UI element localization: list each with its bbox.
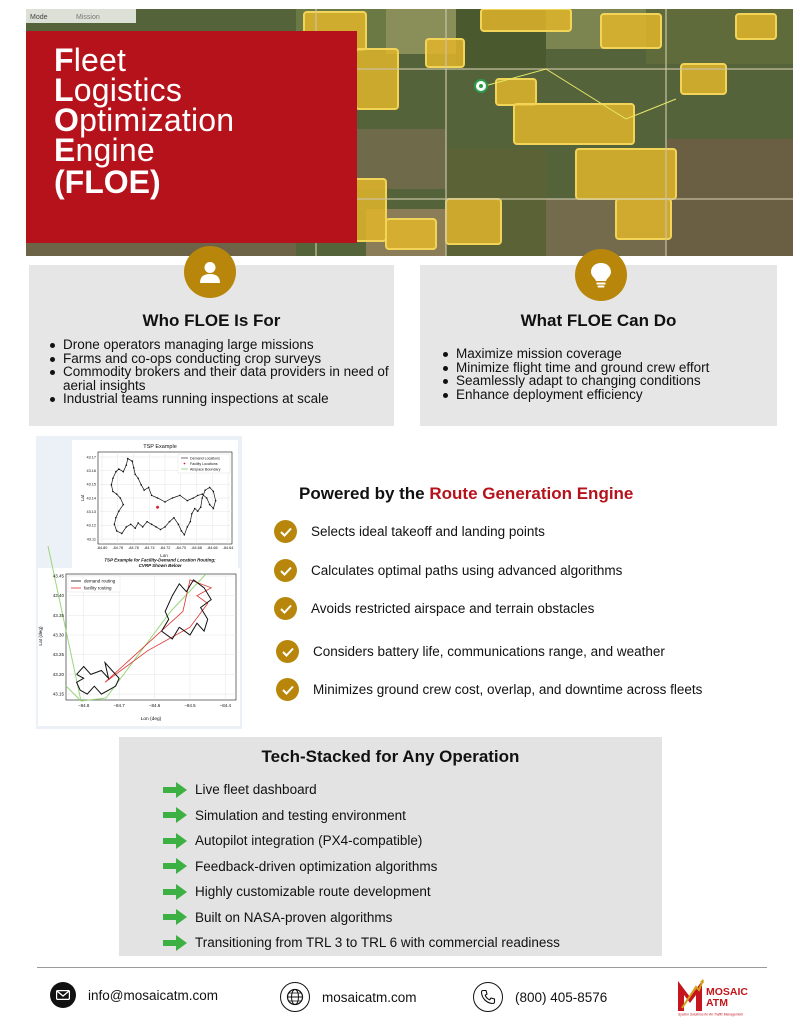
list-item: Commodity brokers and their data providers in need of aerial insights	[49, 365, 389, 392]
list-item: Enhance deployment efficiency	[442, 388, 772, 402]
phone-number[interactable]: (800) 405-8576	[515, 989, 608, 1005]
tsp-demand-point	[179, 495, 181, 497]
route-item: Avoids restricted airspace and terrain obstacles	[274, 597, 594, 620]
tsp-demand-point	[164, 526, 166, 528]
route-item: Calculates optimal paths using advanced algorithms	[274, 559, 622, 582]
tsp-demand-point	[151, 523, 153, 525]
tsp-demand-point	[114, 523, 116, 525]
list-item: Drone operators managing large missions	[49, 338, 389, 352]
footer-phone[interactable]	[473, 982, 607, 1012]
logo-tagline: System Solutions for Air Traffic Management	[678, 1012, 744, 1017]
tsp-ytick-label: 43.13	[86, 509, 96, 514]
mosaic-atm-logo	[676, 975, 768, 1017]
cvrp-xtick-label: −84.6	[148, 703, 161, 708]
tsp-demand-point	[140, 484, 142, 486]
list-item: Live fleet dashboard	[163, 777, 560, 803]
arrow-right-icon	[163, 807, 187, 823]
tsp-demand-point	[200, 506, 202, 508]
tsp-ytick-label: 43.17	[86, 455, 96, 460]
check-icon	[274, 520, 297, 543]
tsp-xlabel: Lon	[160, 553, 168, 558]
lightbulb-icon	[575, 249, 627, 301]
cvrp-xtick-label: −84.7	[113, 703, 125, 708]
tsp-demand-point	[206, 497, 208, 499]
tsp-demand-point	[172, 497, 174, 499]
list-item: Farms and co-ops conducting crop surveys	[49, 352, 389, 366]
route-charts	[36, 436, 242, 729]
tsp-demand-point	[115, 517, 117, 519]
what-list	[442, 347, 772, 401]
tech-title: Tech-Stacked for Any Operation	[261, 747, 520, 766]
tsp-demand-point	[209, 487, 211, 489]
user-icon	[184, 246, 236, 298]
tsp-demand-point	[201, 493, 203, 495]
tsp-demand-point	[151, 495, 153, 497]
tsp-demand-point	[148, 487, 150, 489]
list-item: Simulation and testing environment	[163, 803, 560, 829]
tsp-demand-point	[184, 534, 186, 536]
check-icon	[276, 640, 299, 663]
tsp-title: TSP Example	[143, 444, 177, 450]
website-link[interactable]: mosaicatm.com	[322, 989, 417, 1005]
who-list	[49, 338, 389, 406]
tsp-demand-point	[121, 533, 123, 535]
check-icon	[274, 559, 297, 582]
map-header-value: Mission	[76, 14, 100, 21]
tsp-xtick-label: -84.64	[222, 546, 234, 550]
arrow-right-icon	[163, 782, 187, 798]
tsp-demand-point	[137, 477, 139, 479]
who-card	[29, 265, 394, 426]
list-item: Maximize mission coverage	[442, 347, 772, 361]
tsp-ytick-label: 43.16	[86, 468, 96, 473]
tsp-demand-point	[123, 504, 125, 506]
email-link[interactable]: info@mosaicatm.com	[88, 987, 218, 1003]
route-item: Considers battery life, communications range, and weather	[276, 640, 665, 663]
footer-email[interactable]	[50, 982, 218, 1008]
tsp-demand-point	[187, 500, 189, 502]
tsp-xtick-label: -84.76	[128, 546, 139, 550]
tsp-legend-boundary: Airspace Boundary	[190, 467, 221, 472]
tsp-demand-point	[116, 530, 118, 532]
tsp-demand-point	[204, 489, 206, 491]
tsp-demand-point	[160, 529, 162, 531]
title-line-2: Logistics	[54, 72, 183, 108]
tsp-demand-point	[127, 458, 129, 460]
tsp-demand-point	[134, 527, 136, 529]
cvrp-xtick-label: −84.4	[219, 703, 232, 708]
tsp-demand-point	[178, 523, 180, 525]
tsp-demand-point	[118, 468, 120, 470]
cvrp-ylabel: Lat (deg)	[39, 626, 44, 646]
list-item: Built on NASA-proven algorithms	[163, 905, 560, 931]
tsp-demand-point	[209, 504, 211, 506]
arrow-right-icon	[163, 858, 187, 874]
phone-icon	[473, 982, 503, 1012]
list-item: Highly customizable route development	[163, 879, 560, 905]
tsp-demand-point	[112, 477, 114, 479]
tsp-demand-point	[157, 497, 159, 499]
cvrp-xtick-label: −84.5	[184, 703, 196, 708]
charts-svg	[36, 436, 242, 729]
route-engine-title: Powered by the Route Generation Engine	[299, 484, 634, 503]
tsp-demand-point	[187, 526, 189, 528]
tsp-demand-point	[155, 526, 157, 528]
tsp-demand-point	[143, 489, 145, 491]
tsp-legend-facility: Facility Locations	[190, 462, 218, 466]
title-line-1: Fleet	[54, 42, 127, 78]
tsp-demand-point	[213, 508, 215, 510]
cvrp-xlabel: Lon (deg)	[140, 717, 162, 722]
tsp-xtick-label: -84.78	[112, 546, 124, 550]
cvrp-xtick-label: −84.8	[78, 703, 90, 708]
list-item: Minimize flight time and ground crew effort	[442, 361, 772, 375]
tech-list	[163, 777, 560, 956]
tsp-xtick-label: -84.80	[96, 546, 108, 550]
title-line-4: Engine	[54, 132, 155, 168]
arrow-right-icon	[163, 884, 187, 900]
tsp-demand-point	[137, 522, 139, 524]
cvrp-ytick-label: 43.35	[52, 612, 64, 618]
globe-icon	[280, 982, 310, 1012]
tsp-caption-line1: TSP Example for Facility-Demand Location Routing;	[104, 557, 216, 563]
tsp-caption-line2: CVRP Shown Below	[138, 563, 182, 568]
tsp-facility-point	[156, 506, 159, 509]
tsp-xtick-label: -84.74	[143, 546, 155, 550]
cvrp-ytick-label: 43.40	[52, 593, 64, 599]
tsp-demand-point	[197, 495, 199, 497]
tsp-demand-point	[213, 491, 215, 493]
tech-stack-box	[119, 737, 662, 956]
tsp-xtick-label: -84.70	[175, 546, 187, 550]
arrow-right-icon	[163, 935, 187, 951]
tsp-ylabel: Lat	[80, 494, 85, 502]
tsp-demand-point	[116, 493, 118, 495]
title-acronym: (FLOE)	[54, 164, 161, 200]
footer-divider	[37, 967, 767, 968]
tsp-demand-point	[164, 501, 166, 503]
tsp-demand-point	[131, 460, 133, 462]
tsp-demand-point	[130, 523, 132, 525]
map-header-label: Mode	[30, 14, 48, 21]
tsp-demand-point	[125, 526, 127, 528]
cvrp-legend-facility: facility routing	[84, 585, 112, 591]
tsp-demand-point	[169, 521, 171, 523]
tsp-demand-point	[146, 521, 148, 523]
tsp-xtick-label: -84.72	[159, 546, 171, 550]
tsp-demand-point	[111, 484, 113, 486]
title-box	[26, 31, 357, 243]
tsp-demand-point	[134, 474, 136, 476]
tsp-demand-point	[181, 530, 183, 532]
list-item: Feedback-driven optimization algorithms	[163, 854, 560, 880]
cvrp-legend-demand: demand routing	[84, 578, 116, 584]
title-line-3: Optimization	[54, 102, 235, 138]
tsp-demand-point	[192, 497, 194, 499]
tsp-ytick-label: 43.14	[86, 496, 96, 501]
logo-word-2: ATM	[706, 997, 728, 1009]
cvrp-ytick-label: 43.25	[52, 652, 64, 658]
tsp-ytick-label: 43.11	[86, 537, 96, 542]
tsp-demand-point	[125, 464, 127, 466]
who-title: Who FLOE Is For	[142, 311, 281, 330]
tsp-demand-point	[123, 471, 125, 473]
tsp-demand-point	[215, 500, 217, 502]
route-item: Selects ideal takeoff and landing points	[274, 520, 545, 543]
tsp-demand-point	[115, 471, 117, 473]
tsp-xtick-label: -84.68	[191, 546, 202, 550]
logo-word-1: MOSAIC	[706, 986, 748, 998]
tsp-legend-demand: Demand Locations	[190, 456, 220, 461]
tsp-demand-point	[190, 521, 192, 523]
cvrp-ytick-label: 43.15	[52, 691, 64, 697]
hero-banner	[26, 9, 793, 256]
list-item: Autopilot integration (PX4-compatible)	[163, 828, 560, 854]
route-item: Minimizes ground crew cost, overlap, and downtime across fleets	[276, 678, 702, 701]
cvrp-ytick-label: 43.20	[52, 671, 64, 677]
tsp-demand-point	[173, 517, 175, 519]
list-item: Industrial teams running inspections at scale	[49, 392, 389, 406]
tsp-demand-point	[197, 510, 199, 512]
tsp-demand-point	[118, 510, 120, 512]
what-card	[420, 265, 777, 426]
list-item: Seamlessly adapt to changing conditions	[442, 374, 772, 388]
tsp-demand-point	[112, 491, 114, 493]
check-icon	[276, 678, 299, 701]
list-item: Transitioning from TRL 3 to TRL 6 with commercial readiness	[163, 930, 560, 956]
tsp-demand-point	[191, 513, 193, 515]
arrow-right-icon	[163, 909, 187, 925]
tsp-demand-point	[194, 508, 196, 510]
tsp-demand-point	[133, 467, 135, 469]
tsp-demand-point	[142, 526, 144, 528]
check-icon	[274, 597, 297, 620]
tsp-demand-point	[120, 497, 122, 499]
arrow-right-icon	[163, 833, 187, 849]
footer-website[interactable]	[280, 982, 417, 1012]
tsp-xtick-label: -84.66	[206, 546, 218, 550]
tsp-demand-point	[201, 497, 203, 499]
tsp-ytick-label: 43.12	[86, 523, 96, 528]
cvrp-ytick-label: 43.30	[52, 632, 64, 638]
what-title: What FLOE Can Do	[520, 311, 677, 330]
envelope-icon	[50, 982, 76, 1008]
tsp-ytick-label: 43.15	[86, 482, 96, 487]
cvrp-ytick-label: 43.45	[52, 573, 64, 579]
